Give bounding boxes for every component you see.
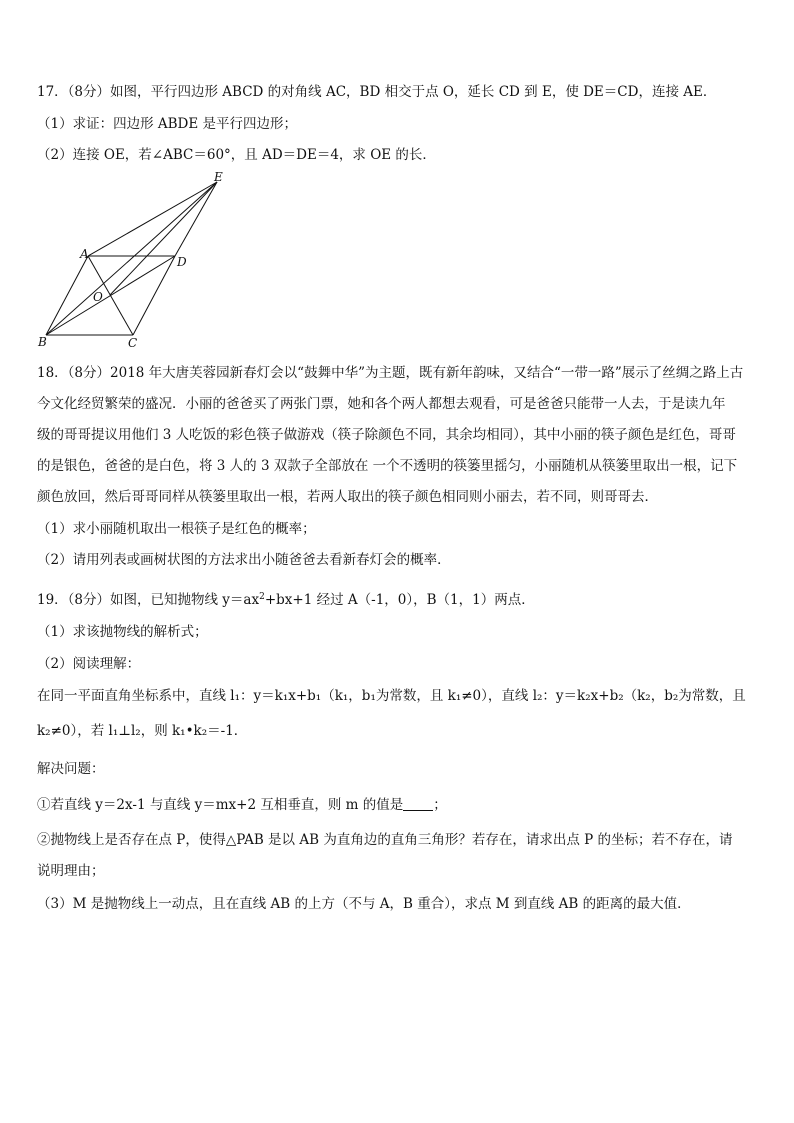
q18-part2: （2）请用列表或画树状图的方法求出小随爸爸去看新春灯会的概率． — [37, 552, 451, 568]
q19-stem-sup: 2 — [259, 592, 265, 602]
q18-line3: 级的哥哥提议用他们 3 人吃饭的彩色筷子做游戏（筷子除颜色不同，其余均相同），其中小丽的筷子颜色是红色，哥哥 — [37, 427, 736, 443]
q17-part1: （1）求证：四边形 ABDE 是平行四边形； — [37, 116, 298, 132]
q19-s2-line2: 说明理由； — [37, 863, 105, 879]
q19-stem — [37, 588, 535, 609]
q19-read1: 在同一平面直角坐标系中，直线 l₁：y＝k₁x+b₁（k₁，b₁为常数，且 k₁≠0），直线 l₂：y＝k₂x+b₂（k₂，b₂为常数，且 — [37, 688, 746, 704]
q19-stem-b: +bx+1 经过 A（-1，0），B（1，1）两点． — [264, 592, 535, 608]
label-O: O — [93, 290, 103, 304]
label-C: C — [128, 336, 138, 350]
q18-line4: 的是银色，爸爸的是白色，将 3 人的 3 双款子全部放在 一个不透明的筷篓里摇匀，小丽随机从筷篓里取出一根，记下 — [37, 458, 738, 474]
q19-stem-a: 19．（8分）如图，已知抛物线 y＝ax — [37, 592, 260, 608]
answer-blank — [403, 798, 433, 811]
label-A: A — [80, 247, 89, 261]
label-D: D — [177, 255, 187, 269]
q19-part1: （1）求该抛物线的解析式； — [37, 624, 208, 640]
q19-s1-a: ①若直线 y＝2x-1 与直线 y＝mx+2 互相垂直，则 m 的值是 — [37, 797, 404, 813]
q19-part2: （2）阅读理解： — [37, 656, 141, 672]
q18-line2: 今文化经贸繁荣的盛况．小丽的爸爸买了两张门票，她和各个两人都想去观看，可是爸爸只能带一人去，于是读九年 — [37, 396, 726, 412]
q17-part2: （2）连接 OE，若∠ABC＝60°，且 AD＝DE＝4，求 OE 的长． — [37, 147, 436, 163]
label-E: E — [214, 170, 223, 184]
q19-s1-b: ； — [433, 797, 447, 813]
label-B: B — [38, 335, 47, 349]
q18-line5: 颜色放回，然后哥哥同样从筷篓里取出一根，若两人取出的筷子颜色相同则小丽去，若不同，则哥哥去． — [37, 489, 658, 505]
q19-read2: k₂≠0），若 l₁⊥l₂，则 k₁•k₂＝-1． — [37, 723, 248, 739]
q19-s1 — [37, 796, 447, 814]
q18-part1: （1）求小丽随机取出一根筷子是红色的概率； — [37, 521, 316, 537]
q19-part3: （3）M 是抛物线上一动点，且在直线 AB 的上方（不与 A，B 重合），求点 M 到直线 AB 的距离的最大值． — [37, 896, 691, 912]
q17-stem: 17．（8分）如图，平行四边形 ABCD 的对角线 AC，BD 相交于点 O，延长 CD 到 E，使 DE＝CD，连接 AE． — [37, 84, 717, 100]
q19-solve: 解决问题： — [37, 761, 105, 777]
q19-s2-line1: ②抛物线上是否存在点 P，使得△PAB 是以 AB 为直角边的直角三角形？若存在，请求出点 P 的坐标；若不存在，请 — [37, 832, 733, 848]
parallelogram-figure — [30, 170, 240, 350]
q18-line1: 18．（8分）2018 年大唐芙蓉园新春灯会以“鼓舞中华”为主题，既有新年韵味，又结合“一带一路”展示了丝绸之路上古 — [37, 365, 744, 381]
